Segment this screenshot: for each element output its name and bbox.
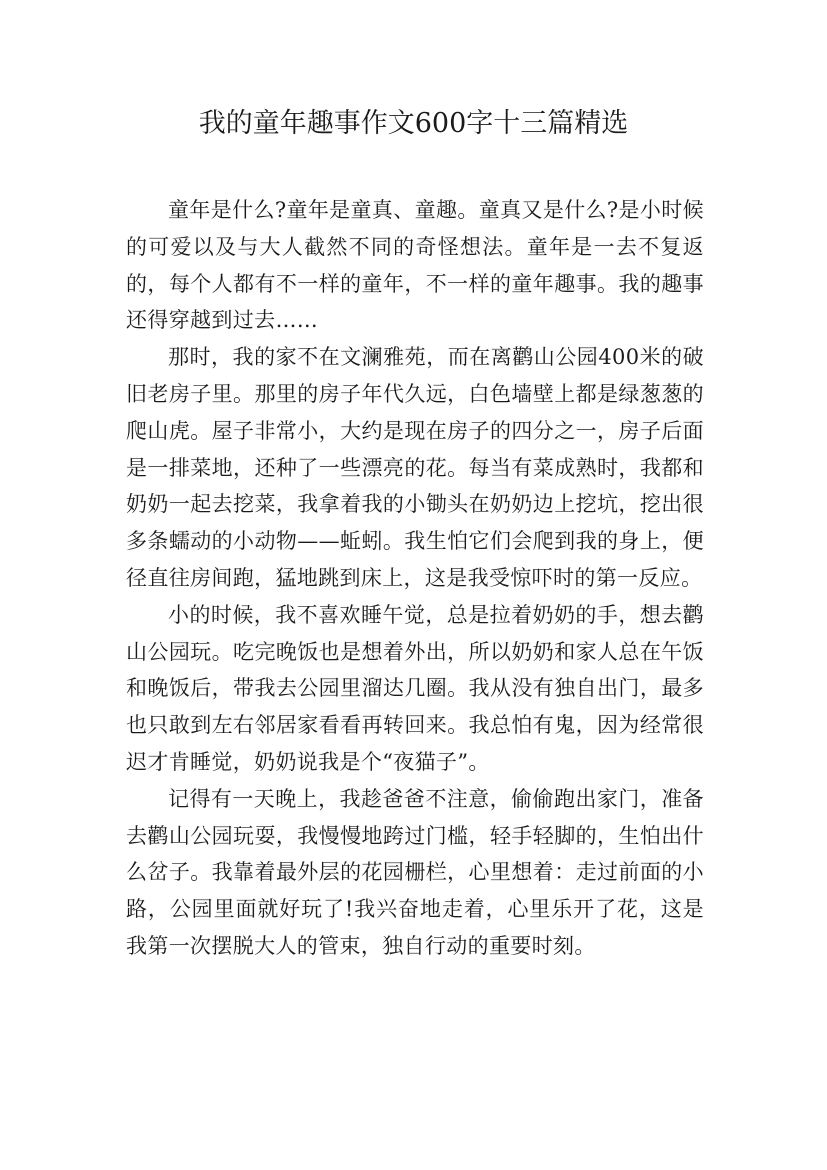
document-title: 我的童年趣事作文600字十三篇精选 [198,108,629,139]
paragraph: 那时，我的家不在文澜雅苑，而在离鹳山公园400米的破旧老房子里。那里的房子年代久远，白色墙壁上都是绿葱葱的爬山虎。屋子非常小，大约是现在房子的四分之一，房子后面是一排菜地，还种了一些漂亮的花。每当有菜成熟时，我都和奶奶一起去挖菜，我拿着我的小锄头在奶奶边上挖坑，挖出很多条蠕动的小动物——蚯蚓。我生怕它们会爬到我的身上，便径直往房间跑，猛地跳到床上，这是我受惊吓时的第一反应。 [126,345,704,590]
paragraph: 小的时候，我不喜欢睡午觉，总是拉着奶奶的手，想去鹳山公园玩。吃完晚饭也是想着外出，所以奶奶和家人总在午饭和晚饭后，带我去公园里溜达几圈。我从没有独自出门，最多也只敢到左右邻居家看看再转回来。我总怕有鬼，因为经常很迟才肯睡觉，奶奶说我是个“夜猫子”。 [126,602,704,774]
paragraph: 记得有一天晚上，我趁爸爸不注意，偷偷跑出家门，准备去鹳山公园玩耍，我慢慢地跨过门槛，轻手轻脚的，生怕出什么岔子。我靠着最外层的花园栅栏，心里想着：走过前面的小路，公园里面就好玩了!我兴奋地走着，心里乐开了花，这是我第一次摆脱大人的管束，独自行动的重要时刻。 [126,786,704,958]
paragraph: 童年是什么?童年是童真、童趣。童真又是什么?是小时候的可爱以及与大人截然不同的奇怪想法。童年是一去不复返的，每个人都有不一样的童年，不一样的童年趣事。我的趣事还得穿越到过去…… [126,198,704,333]
document-body [126,192,704,965]
